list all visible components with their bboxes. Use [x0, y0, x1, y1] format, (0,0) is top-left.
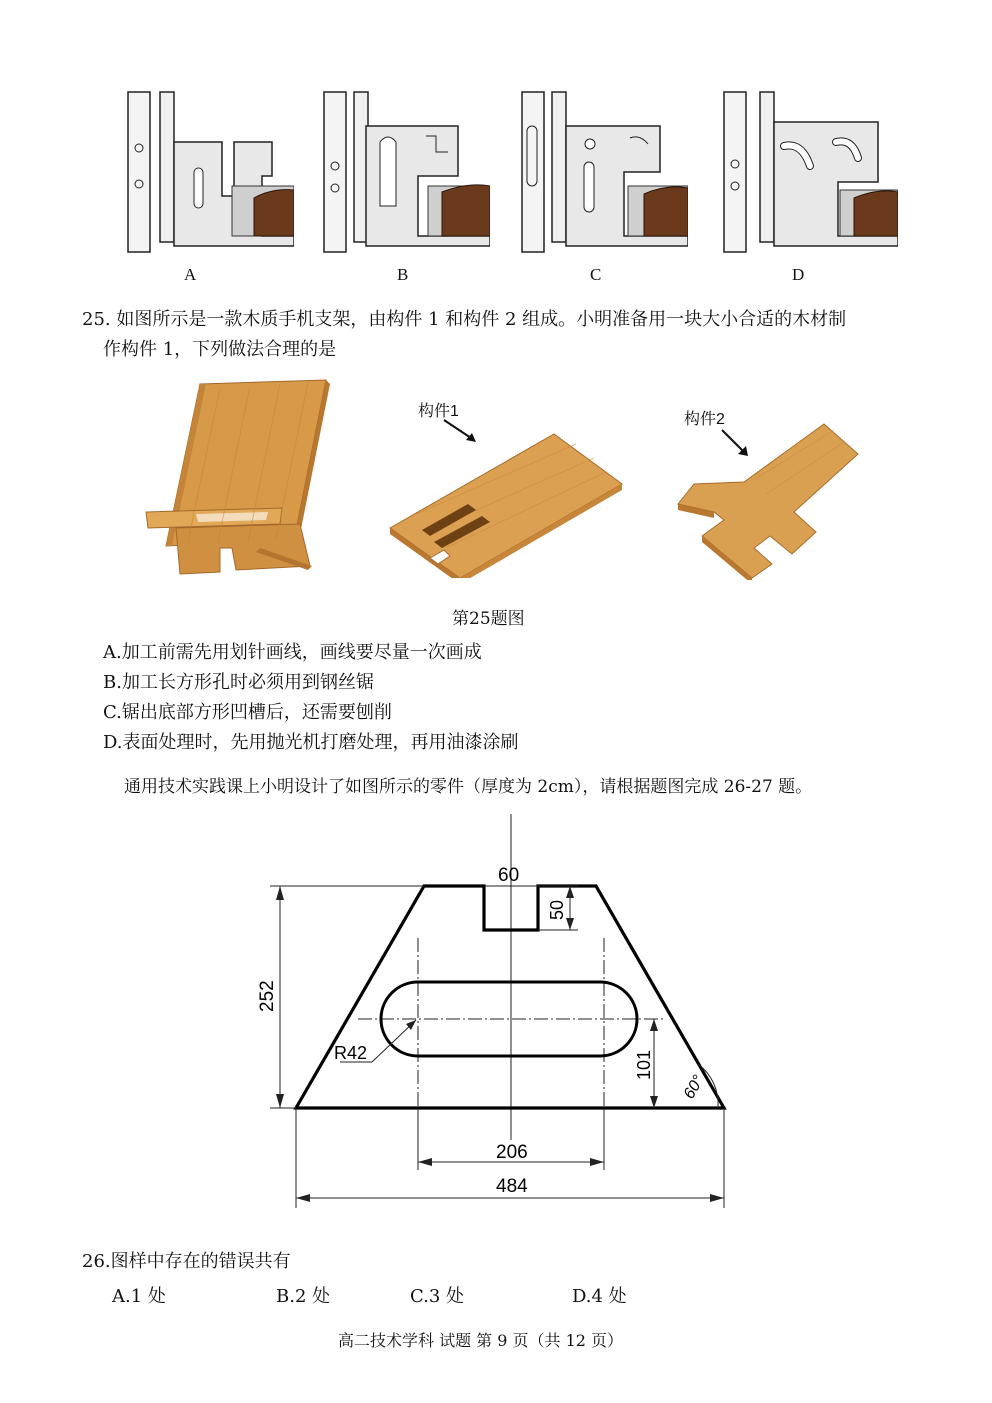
q25-option-b[interactable]: B.加工长方形孔时必须用到钢丝锯 [103, 672, 374, 693]
q24-figure-row [118, 86, 898, 256]
dim-101: 101 [634, 1049, 654, 1080]
q24-option-d-figure [718, 86, 898, 256]
q25-figure-caption: 第25题图 [452, 609, 525, 629]
q26-option-c[interactable]: C.3 处 [410, 1286, 465, 1307]
q24-option-label-d: D [792, 265, 805, 284]
q24-option-b-figure [318, 86, 490, 256]
dim-252: 252 [257, 980, 278, 1012]
q24-option-label-b: B [397, 265, 409, 284]
dim-r42: R42 [334, 1043, 368, 1063]
q26-option-b[interactable]: B.2 处 [276, 1286, 331, 1307]
intro-26-27: 通用技术实践课上小明设计了如图所示的零件（厚度为 2cm），请根据题图完成 26-27 题。 [124, 777, 813, 797]
q25-option-d[interactable]: D.表面处理时，先用抛光机打磨处理，再用油漆涂刷 [103, 732, 519, 753]
dim-60-degree: 60° [680, 1072, 708, 1102]
technical-drawing [250, 812, 730, 1224]
q26-option-a[interactable]: A.1 处 [112, 1286, 166, 1307]
dim-484: 484 [496, 1176, 528, 1197]
q24-option-label-c: C [590, 265, 602, 284]
dim-60: 60 [498, 865, 520, 886]
q25-option-a[interactable]: A.加工前需先用划针画线，画线要尽量一次画成 [103, 642, 482, 663]
q24-option-c-figure [516, 86, 688, 256]
q24-option-label-a: A [184, 265, 197, 284]
phone-stand-photo [140, 374, 340, 594]
q25-stem-line1: 25. 如图所示是一款木质手机支架，由构件 1 和构件 2 组成。小明准备用一块大小合适的木材制 [82, 309, 847, 330]
q25-stem-line2: 作构件 1，下列做法合理的是 [103, 339, 337, 360]
part1-photo [386, 428, 626, 578]
q24-option-a-figure [122, 86, 294, 256]
q25-option-c[interactable]: C.锯出底部方形凹槽后，还需要刨削 [103, 702, 392, 723]
part2-label: 构件2 [684, 411, 725, 428]
dim-206: 206 [496, 1142, 528, 1163]
dim-50: 50 [547, 899, 567, 920]
q26-option-d[interactable]: D.4 处 [572, 1286, 627, 1307]
part1-label: 构件1 [418, 403, 459, 420]
q26-stem: 26.图样中存在的错误共有 [82, 1251, 291, 1272]
part2-photo [674, 420, 860, 580]
page-footer: 高二技术学科 试题 第 9 页（共 12 页） [338, 1331, 624, 1350]
